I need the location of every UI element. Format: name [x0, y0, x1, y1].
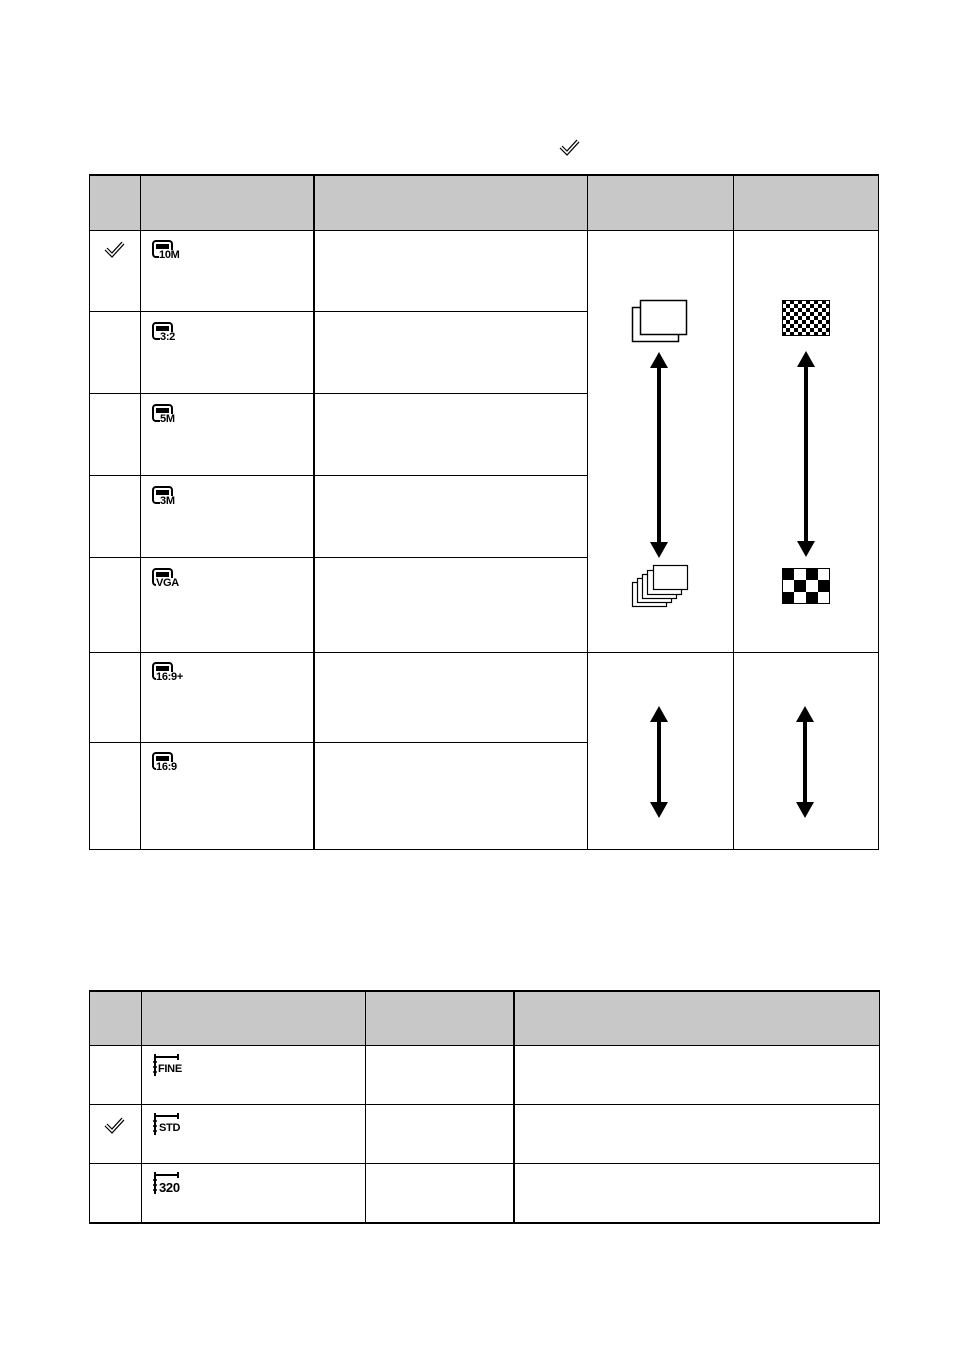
row-divider: [89, 1163, 880, 1164]
image-size-3-2-icon: [152, 322, 192, 344]
table-border: [879, 990, 880, 1224]
table-border: [89, 1222, 880, 1224]
image-size-vga-icon: [152, 568, 192, 590]
double-arrow-icon: [795, 706, 815, 818]
image-size-5m-icon: [152, 404, 192, 426]
table-border: [89, 990, 90, 1224]
movie-size-320-icon: [152, 1172, 192, 1196]
column-divider: [587, 174, 588, 850]
row-divider: [89, 742, 587, 743]
image-size-label: 3M: [160, 495, 175, 507]
image-size-label: 10M: [159, 249, 180, 261]
fewer-images-icon: [628, 296, 692, 346]
double-arrow-icon: [649, 706, 669, 818]
coarse-checker-icon: [782, 568, 830, 604]
column-divider: [733, 174, 734, 850]
row-divider: [89, 393, 587, 394]
movie-size-label: STD: [159, 1122, 181, 1134]
movie-size-label: FINE: [158, 1063, 182, 1075]
image-size-16-9-icon: [152, 752, 192, 774]
column-divider: [365, 990, 366, 1224]
movie-size-label: 320: [159, 1180, 180, 1195]
double-arrow-icon: [649, 352, 669, 558]
image-size-16-9-plus-icon: [152, 662, 196, 684]
column-divider: [313, 174, 315, 850]
table-header: [90, 175, 878, 230]
row-divider: [89, 311, 587, 312]
image-size-3m-icon: [152, 486, 192, 508]
legend-checkmark-icon: [558, 138, 582, 158]
row-divider: [89, 557, 587, 558]
movie-size-std-icon: [152, 1113, 192, 1137]
fine-checker-icon: [782, 300, 830, 336]
movie-size-fine-icon: [152, 1054, 192, 1078]
column-divider: [141, 990, 142, 1224]
table-border: [89, 174, 90, 850]
column-divider: [513, 990, 515, 1224]
table-header: [90, 991, 879, 1045]
row-divider: [89, 652, 879, 653]
image-size-label: 16:9+: [156, 671, 183, 683]
table-border: [89, 230, 879, 231]
table-border: [89, 849, 879, 850]
column-divider: [140, 174, 141, 850]
row-divider: [89, 1104, 880, 1105]
table-border: [89, 990, 880, 992]
image-size-label: 5M: [160, 413, 175, 425]
table-border: [89, 1045, 880, 1046]
image-size-label: 3:2: [160, 331, 175, 343]
image-size-10m-icon: [152, 240, 192, 262]
row-divider: [89, 475, 587, 476]
table-border: [878, 174, 879, 850]
default-checkmark-icon: [103, 1116, 127, 1136]
double-arrow-icon: [796, 351, 816, 557]
more-images-icon: [628, 562, 694, 612]
image-size-label: VGA: [156, 577, 179, 589]
default-checkmark-icon: [103, 240, 127, 260]
table-border: [89, 174, 879, 176]
image-size-label: 16:9: [156, 761, 177, 773]
